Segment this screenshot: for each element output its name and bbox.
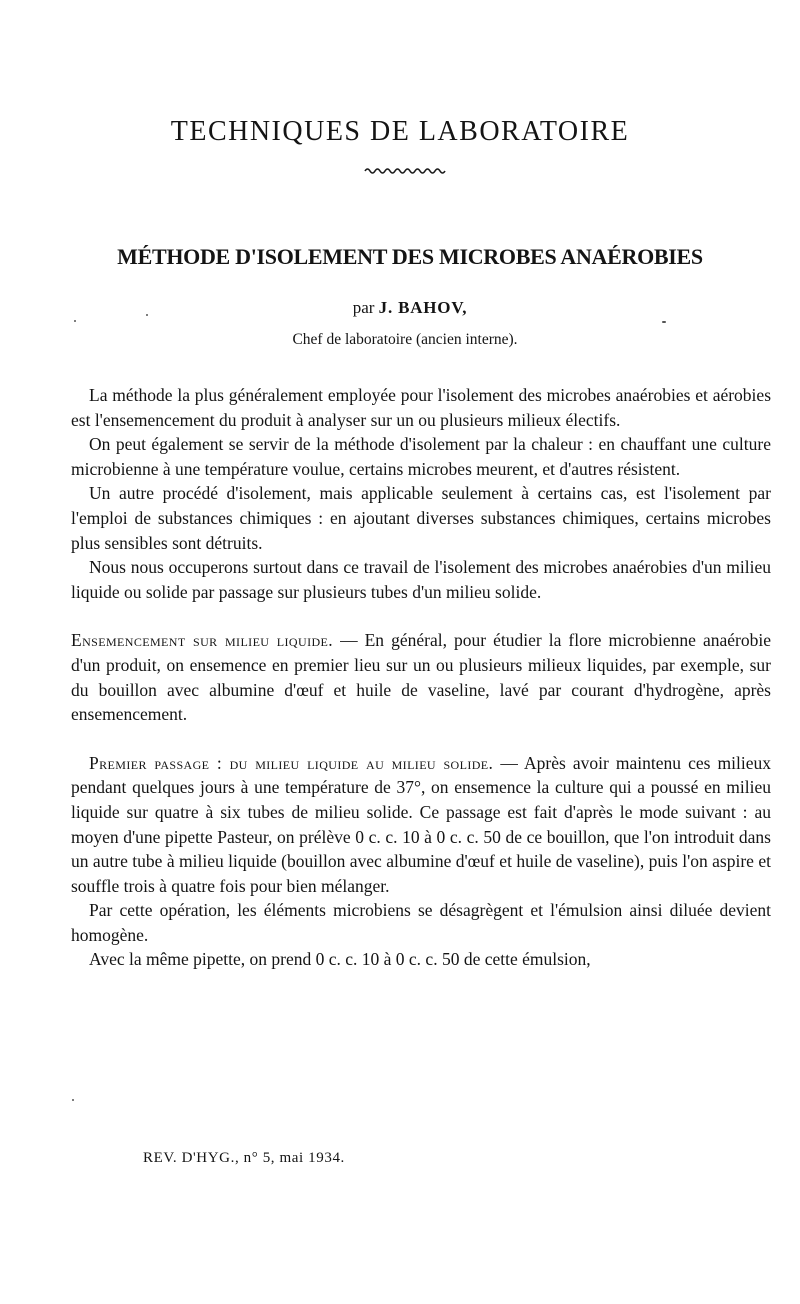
author-affiliation: Chef de laboratoire (ancien interne).: [292, 331, 518, 348]
footer-citation: REV. D'HYG., n° 5, mai 1934.: [143, 1150, 345, 1166]
section-text: — En général, pour étudier la flore microbienne anaérobie d'un produit, on ensemence en premier lieu sur un ou plusieurs milieux liquides, par exemple, sur du bouillon avec albumine d'œuf et huile de vaseline, lavé par courant d'hydrogène, après ensemencement.: [71, 630, 771, 725]
section-paragraph: [71, 628, 771, 726]
section-text: — Après avoir maintenu ces milieux pendant quelques jours à une température de 37°, on ensemence la culture qui a poussé en milieu liquide sur quatre à six tubes de milieu solide. Ce passage est fait d'après le mode suivant : au moyen d'une pipette Pasteur, on prélève 0 c. c. 10 à 0 c. c. 50 de ce bouillon, que l'on introduit dans un autre tube à milieu liquide (bouillon avec albumine d'œuf et huile de vaseline), puis l'on aspire et souffle trois à quatre fois pour bien mélanger.: [71, 752, 771, 896]
section-heading: Ensemencement sur milieu liquide.: [71, 630, 334, 651]
paragraph: Un autre procédé d'isolement, mais applicable seulement à certains cas, est l'isolement par l'emploi de substances chimiques : en ajoutant diverses substances chimiques, certains microbes plus sensibles sont détruits.: [71, 483, 771, 553]
paragraph: Avec la même pipette, on prend 0 c. c. 10 à 0 c. c. 50 de cette émulsion,: [89, 949, 591, 970]
wavy-ornament: [364, 164, 446, 176]
print-speck: [146, 314, 148, 316]
section-paragraph: [71, 751, 771, 899]
section-title: TECHNIQUES DE LABORATOIRE: [170, 116, 630, 147]
paragraph: On peut également se servir de la méthode d'isolement par la chaleur : en chauffant une culture microbienne à une température voulue, certains microbes meurent, et d'autres résistent.: [71, 434, 771, 479]
paragraph: La méthode la plus généralement employée pour l'isolement des microbes anaérobies et aérobies est l'ensemencement du produit à analyser sur un ou plusieurs milieux électifs.: [71, 385, 771, 430]
paragraph: Nous nous occuperons surtout dans ce travail de l'isolement des microbes anaérobies d'un milieu liquide ou solide par passage sur plusieurs tubes d'un milieu solide.: [71, 557, 771, 602]
print-speck: [662, 321, 666, 323]
byline-prefix: par: [352, 298, 375, 317]
article-body: [71, 383, 771, 972]
section-heading: Premier passage : du milieu liquide au milieu solide.: [89, 752, 494, 773]
article-title: MÉTHODE D'ISOLEMENT DES MICROBES ANAÉROBIES: [117, 244, 703, 269]
print-speck: [72, 1099, 74, 1101]
print-speck: [74, 320, 76, 322]
byline: [0, 298, 800, 318]
paragraph-gap: [71, 727, 771, 751]
paragraph-gap: [71, 604, 771, 628]
author-name: J. BAHOV,: [378, 298, 468, 317]
paragraph: Par cette opération, les éléments microbiens se désagrègent et l'émulsion ainsi diluée devient homogène.: [71, 900, 771, 945]
